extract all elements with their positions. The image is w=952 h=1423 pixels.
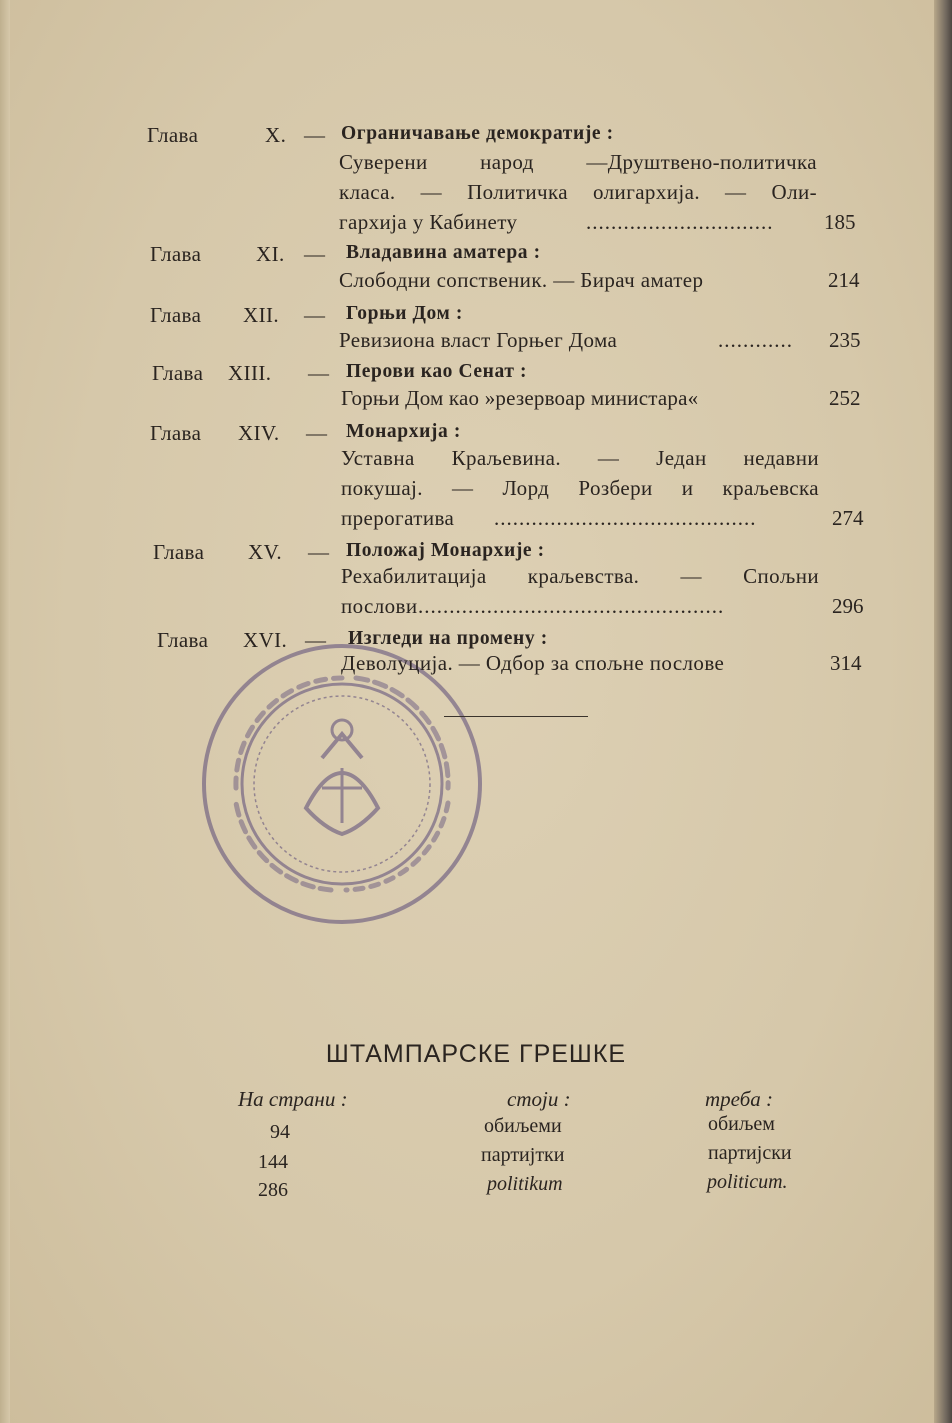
errata-page: 94 (270, 1121, 290, 1143)
errata-header-page: На страни : (238, 1087, 348, 1111)
errata-header-wrong: стоји : (507, 1087, 571, 1111)
chapter-number: XIV. (238, 421, 280, 445)
chapter-desc-line: покушај. — Лорд Розбери и краљевска (341, 476, 819, 500)
page-left-edge (0, 0, 10, 1423)
dot-leader: .......................................... (494, 506, 757, 530)
chapter-dash: — (308, 540, 330, 564)
chapter-number: XII. (243, 303, 280, 327)
chapter-dash: — (306, 421, 328, 445)
chapter-label: Глава (147, 123, 199, 147)
chapter-desc-last: Горњи Дом као »резервоар министара« (341, 386, 699, 410)
page-number: 185 (824, 210, 856, 234)
chapter-dash: — (305, 628, 327, 652)
chapter-title: Перови као Сенат : (346, 361, 528, 382)
dot-leader: .............................. (586, 210, 774, 234)
errata-wrong: politikum (487, 1173, 563, 1195)
chapter-number: XV. (248, 540, 283, 564)
chapter-title: Монархија : (346, 421, 461, 442)
page-number: 252 (829, 386, 861, 410)
errata-wrong: партијтки (481, 1144, 565, 1166)
chapter-label: Глава (150, 421, 202, 445)
chapter-label: Глава (152, 361, 204, 385)
page-right-edge (934, 0, 952, 1423)
errata-header-right: треба : (705, 1087, 774, 1111)
chapter-desc-line: Суверени народ —Друштвено-политичка (339, 150, 817, 174)
chapter-desc-last: Деволуција. — Одбор за спољне послове (341, 651, 725, 675)
chapter-number: X. (265, 123, 287, 147)
chapter-label: Глава (153, 540, 205, 564)
errata-right: партијски (708, 1142, 792, 1164)
chapter-dash: — (308, 361, 330, 385)
chapter-desc-line: класа. — Политичка олигархија. — Оли- (339, 180, 817, 204)
chapter-number: XVI. (243, 628, 288, 652)
page-number: 274 (832, 506, 864, 530)
page-number: 235 (829, 328, 861, 352)
errata-page: 144 (258, 1151, 288, 1173)
chapter-label: Глава (157, 628, 209, 652)
chapter-desc-last: гархија у Кабинету (339, 210, 518, 234)
chapter-title: Положај Монархије : (346, 540, 545, 561)
section-divider (444, 716, 588, 717)
chapter-title: Изгледи на промену : (348, 628, 548, 649)
chapter-label: Глава (150, 303, 202, 327)
page-number: 314 (830, 651, 862, 675)
errata-right: обиљем (708, 1113, 775, 1135)
chapter-desc-line: Рехабилитација краљевства. — Спољни (341, 564, 819, 588)
chapter-dash: — (304, 242, 326, 266)
dot-leader: ............ (718, 328, 793, 352)
page-number: 296 (832, 594, 864, 618)
dot-leader: ................................................. (418, 594, 725, 618)
page-number: 214 (828, 268, 860, 292)
chapter-desc-last: Слободни сопственик. — Бирач аматер (339, 268, 704, 292)
chapter-desc-last: Ревизиона власт Горњег Дома (339, 328, 618, 352)
errata-right: politicum. (707, 1171, 788, 1193)
chapter-dash: — (304, 303, 326, 327)
chapter-title: Владавина аматера : (346, 242, 541, 263)
chapter-title: Ограничавање демократије : (341, 123, 614, 144)
chapter-desc-line: Уставна Краљевина. — Један недавни (341, 446, 819, 470)
chapter-desc-last: прерогатива (341, 506, 455, 530)
chapter-number: XIII. (228, 361, 272, 385)
library-stamp (196, 638, 488, 930)
chapter-desc-last: послови (341, 594, 418, 618)
chapter-label: Глава (150, 242, 202, 266)
errata-wrong: обиљеми (484, 1115, 562, 1137)
errata-page: 286 (258, 1179, 288, 1201)
chapter-title: Горњи Дом : (346, 303, 463, 324)
chapter-number: XI. (256, 242, 285, 266)
chapter-dash: — (304, 123, 326, 147)
errata-title: ШТАМПАРСКЕ ГРЕШКЕ (325, 1040, 627, 1068)
